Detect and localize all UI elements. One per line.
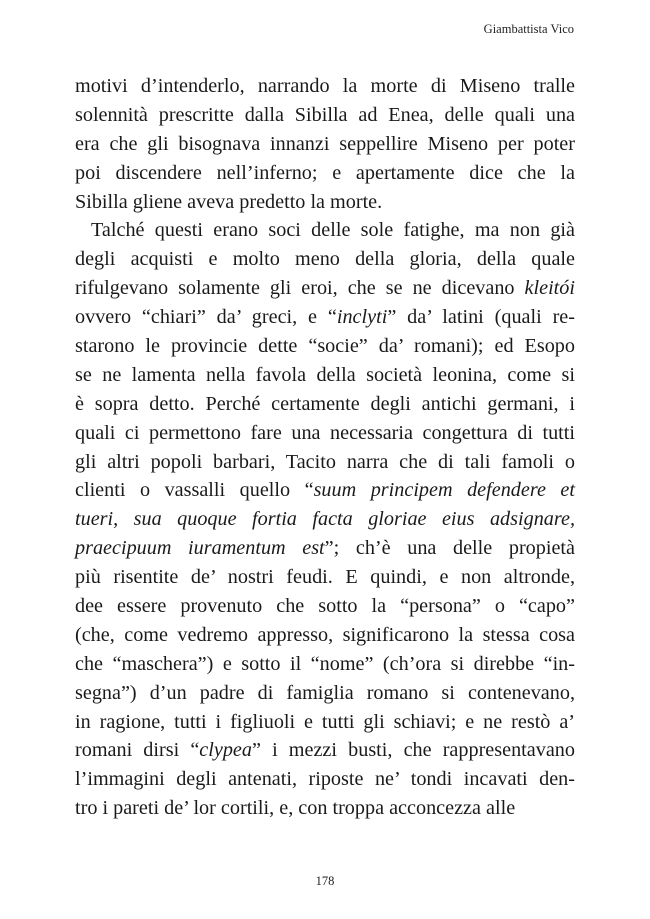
text-run: segna”) d’un padre di famiglia romano si contenevano, (75, 681, 575, 704)
text-line (75, 188, 575, 217)
text-run: ” da’ latini (quali re- (387, 306, 575, 329)
text-line (75, 592, 575, 621)
text-line (75, 245, 575, 274)
text-run: che “maschera”) e sotto il “nome” (ch’ora si direbbe “in- (75, 652, 575, 675)
text-run: tro i pareti de’ lor cortili, e, con troppa acconcezza alle (75, 797, 516, 820)
page-number: 178 (315, 874, 335, 888)
text-line (75, 448, 575, 477)
text-run: poi discendere nell’inferno; e apertamente dice che la (75, 161, 575, 184)
text-run: gli altri popoli barbari, Tacito narra che di tali famoli o (75, 450, 575, 473)
text-line (75, 419, 575, 448)
text-run: romani dirsi “ (75, 739, 200, 762)
text-line (75, 130, 575, 159)
italic-text: suum principem defendere et (313, 479, 576, 502)
text-run: motivi d’intenderlo, narrando la morte di Miseno tralle (75, 75, 575, 97)
text-run: ”; ch’è una delle propietà (324, 537, 575, 560)
text-run: solennità prescritte dalla Sibilla ad Enea, delle quali una (75, 103, 575, 126)
text-run: (che, come vedremo appresso, significarono la stessa cosa (75, 623, 575, 646)
text-run: l’immagini degli antenati, riposte ne’ tondi incavati den- (75, 768, 575, 791)
body-text (75, 72, 575, 823)
text-run: rifulgevano solamente gli eroi, che se ne dicevano (75, 277, 525, 300)
text-run: se ne lamenta nella favola della società leonina, come si (75, 363, 575, 386)
italic-text: inclyti (336, 306, 388, 329)
text-line (75, 505, 575, 534)
text-run: ” i mezzi busti, che rappresentavano (251, 739, 575, 762)
text-run: Talché questi erano soci delle sole fatighe, ma non già (91, 219, 575, 242)
italic-text: kleitói (524, 277, 575, 300)
text-line (75, 621, 575, 650)
text-line (75, 794, 575, 823)
italic-text: clypea (199, 739, 252, 762)
text-line (75, 679, 575, 708)
text-run: quali ci permettono fare una necessaria congettura di tutti (75, 421, 575, 444)
text-line (75, 216, 575, 245)
text-line (75, 159, 575, 188)
text-line (75, 274, 575, 303)
text-line (75, 361, 575, 390)
text-run: dee essere provenuto che sotto la “persona” o “capo” (75, 595, 575, 618)
text-line (75, 476, 575, 505)
text-line (75, 563, 575, 592)
text-line (75, 101, 575, 130)
text-line (75, 765, 575, 794)
text-run: è sopra detto. Perché certamente degli antichi germani, i (75, 392, 575, 415)
text-run: clienti o vassalli quello “ (75, 479, 314, 502)
text-run: più risentite de’ nostri feudi. E quindi, e non altronde, (75, 566, 575, 589)
text-run: starono le provincie dette “socie” da’ romani); ed Esopo (75, 335, 575, 358)
text-line (75, 650, 575, 679)
text-line (75, 303, 575, 332)
text-line (75, 534, 575, 563)
text-run: era che gli bisognava innanzi seppellire Miseno per poter (75, 132, 575, 155)
italic-text: praecipuum iuramentum est (75, 537, 325, 560)
text-run: ovvero “chiari” da’ greci, e “ (75, 306, 337, 329)
text-line (75, 332, 575, 361)
text-line (75, 390, 575, 419)
text-line (75, 72, 575, 101)
text-line (75, 736, 575, 765)
text-run: in ragione, tutti i figliuoli e tutti gli schiavi; e ne restò a’ (75, 710, 575, 733)
text-line (75, 708, 575, 737)
italic-text: tueri, sua quoque fortia facta gloriae eius adsignare, (75, 508, 575, 531)
text-run: degli acquisti e molto meno della gloria, della quale (75, 248, 575, 271)
running-head: Giambattista Vico (483, 22, 574, 36)
text-run: Sibilla gliene aveva predetto la morte. (75, 190, 383, 213)
